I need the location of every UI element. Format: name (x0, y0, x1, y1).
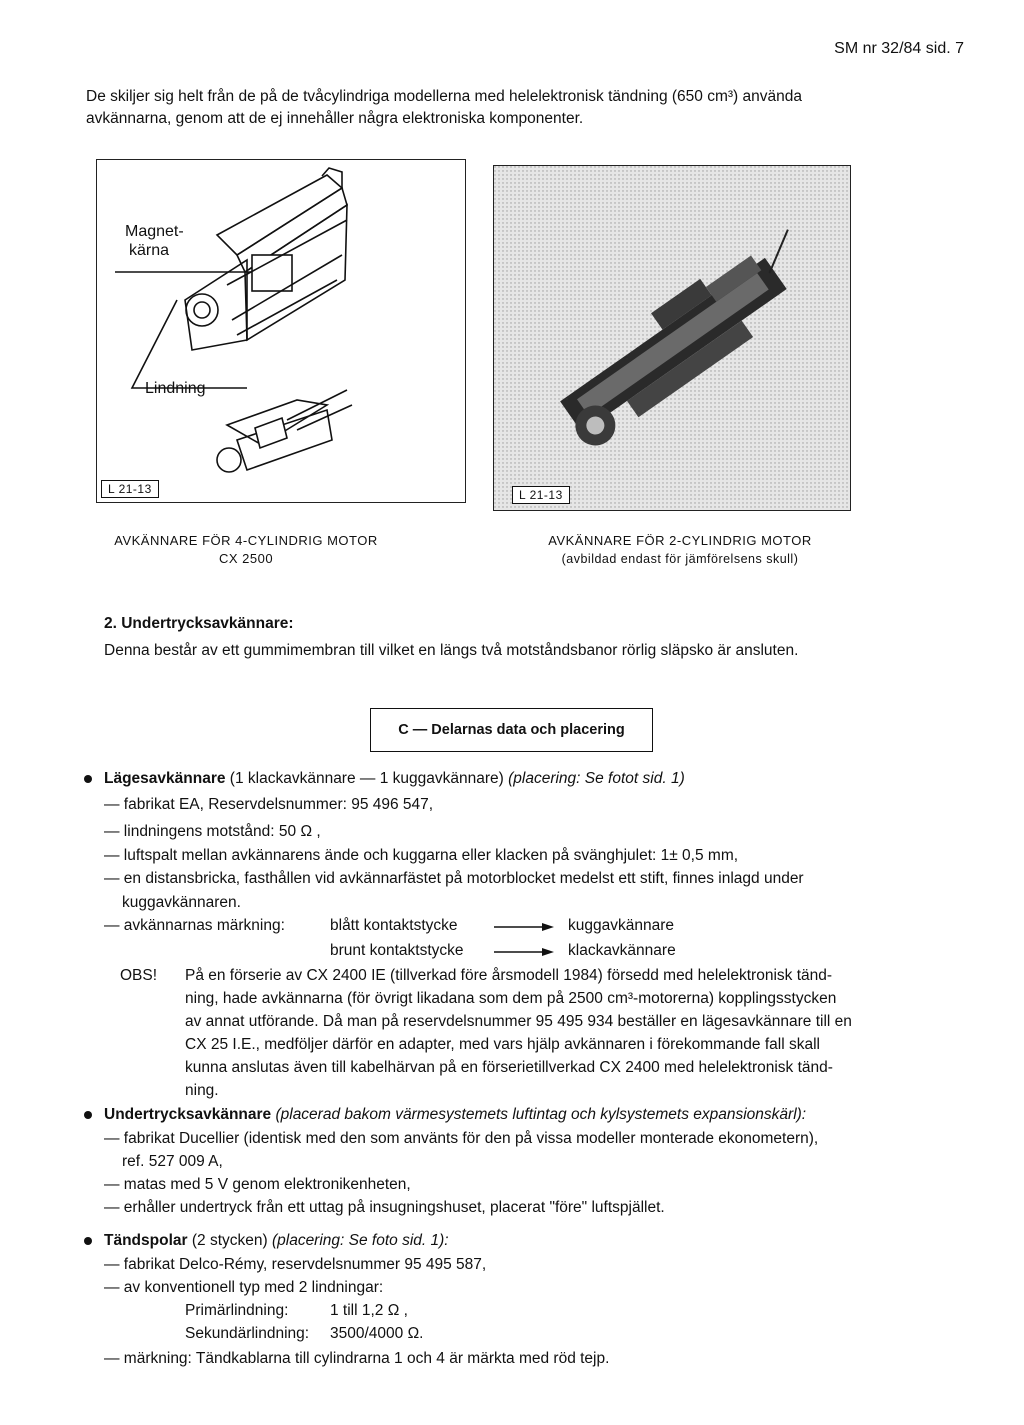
figure1-caption-line1: AVKÄNNARE FÖR 4-CYLINDRIG MOTOR (114, 533, 378, 548)
obs-line: ning. (185, 1082, 219, 1099)
obs-line: ning, hade avkännarna (för övrigt likadana som dem på 2500 cm³-motorerna) kopplingsstycken (185, 990, 837, 1007)
undertryck-item: — fabrikat Ducellier (identisk med den som använts för den på vissa modeller monterade ekonometern), (104, 1130, 819, 1147)
lages-item: — lindningens motstånd: 50 Ω , (104, 823, 321, 840)
lagesavkannare-title: Lägesavkännare (104, 770, 226, 787)
figure1-caption (96, 532, 396, 568)
secondary-winding-value: 3500/4000 Ω. (330, 1325, 424, 1342)
arrow-right-icon (494, 922, 556, 932)
primary-winding-label: Primärlindning: (185, 1302, 289, 1319)
obs-label: OBS! (120, 967, 158, 984)
page-reference: SM nr 32/84 sid. 7 (834, 40, 964, 57)
undertryck-title: Undertrycksavkännare (104, 1106, 272, 1123)
tandspolar-item: — av konventionell typ med 2 lindningar: (104, 1279, 384, 1296)
marking-label: — avkännarnas märkning: (104, 917, 285, 934)
label-lindning: Lindning (145, 380, 206, 397)
obs-line: kunna anslutas även till kabelhärvan på en förserietillverkad CX 2400 med helelektronisk tänd- (185, 1059, 833, 1076)
tandspolar-title: Tändspolar (104, 1232, 188, 1249)
sensor-photo-illustration (494, 166, 850, 510)
undertryck-placement: (placerad bakom värmesystemets luftintag och kylsystemets expansionskärl): (271, 1106, 807, 1123)
lages-item: — luftspalt mellan avkännarens ände och kuggarna eller klacken på svänghjulet: 1± 0,5 mm, (104, 847, 739, 864)
tandspolar-placement: (placering: Se foto sid. 1): (271, 1232, 449, 1249)
figure2-caption-line2: (avbildad endast för jämförelsens skull) (561, 552, 799, 566)
undertryck-item: — matas med 5 V genom elektronikenheten, (104, 1176, 411, 1193)
obs-line: På en förserie av CX 2400 IE (tillverkad före årsmodell 1984) försedd med helelektronisk tänd- (185, 967, 833, 984)
figure2-caption-line1: AVKÄNNARE FÖR 2-CYLINDRIG MOTOR (548, 533, 812, 548)
label-magnetkarna-line1: Magnet- (125, 223, 184, 240)
undertryck-item: — erhåller undertryck från ett uttag på insugningshuset, placerat "före" luftspjället. (104, 1199, 665, 1216)
undertryck-item: ref. 527 009 A, (122, 1153, 223, 1170)
primary-winding-value: 1 till 1,2 Ω , (330, 1302, 408, 1319)
tandspolar-item: — fabrikat Delco-Rémy, reservdelsnummer 95 495 587, (104, 1256, 487, 1273)
tandspolar-desc: (2 stycken) (187, 1232, 272, 1249)
intro-line-2: avkännarna, genom att de ej innehåller några elektroniska komponenter. (86, 110, 584, 127)
secondary-winding-label: Sekundärlindning: (185, 1325, 310, 1342)
lages-item: — fabrikat EA, Reservdelsnummer: 95 496 547, (104, 796, 434, 813)
figure1-caption-line2: CX 2500 (218, 551, 274, 566)
bullet-icon (84, 1237, 92, 1245)
tandspolar-marking: — märkning: Tändkablarna till cylindrarna 1 och 4 är märkta med röd tejp. (104, 1350, 610, 1367)
undertryck-heading (104, 1104, 806, 1126)
label-magnetkarna (125, 222, 184, 260)
arrow-right-icon (494, 947, 556, 957)
section2-text: Denna består av ett gummimembran till vilket en längs två motståndsbanor rörlig släpsko är ansluten. (104, 642, 799, 659)
figure2-ref: L 21-13 (512, 486, 570, 504)
figure-2-cylinder-sensor-photo (493, 165, 851, 511)
sensor-drawing-illustration (97, 160, 465, 502)
bullet-icon (84, 775, 92, 783)
bullet-icon (84, 1111, 92, 1119)
lagesavkannare-desc: (1 klackavkännare — 1 kuggavkännare) (225, 770, 509, 787)
tandspolar-heading (104, 1230, 449, 1252)
obs-line: av annat utförande. Då man på reservdelsnummer 95 495 934 beställer en lägesavkännare till en (185, 1013, 852, 1030)
intro-line-1: De skiljer sig helt från de på de tvåcylindriga modellerna med helelektronisk tändning (650 cm³) använda (86, 88, 802, 105)
marking-2-left: brunt kontaktstycke (330, 942, 464, 959)
marking-1-right: kuggavkännare (568, 917, 674, 934)
figure1-ref: L 21-13 (101, 480, 159, 498)
figure-4-cylinder-sensor (96, 159, 466, 503)
marking-1-left: blått kontaktstycke (330, 917, 458, 934)
marking-2-right: klackavkännare (568, 942, 676, 959)
section2-heading: 2. Undertrycksavkännare: (104, 615, 294, 632)
section-c-title: C — Delarnas data och placering (398, 722, 625, 738)
lages-item: kuggavkännaren. (122, 894, 241, 911)
lages-item: — en distansbricka, fasthållen vid avkännarfästet på motorblocket medelst ett stift, finnes inlagd under (104, 870, 804, 887)
label-magnetkarna-line2: kärna (129, 242, 170, 259)
obs-line: CX 25 I.E., medföljer därför en adapter, med vars hjälp avkännaren i förekommande fall skall (185, 1036, 820, 1053)
intro-paragraph (86, 86, 966, 130)
figure2-caption (520, 532, 840, 568)
section-c-title-box (370, 708, 653, 752)
lagesavkannare-placement: (placering: Se fotot sid. 1) (508, 770, 685, 787)
lagesavkannare-heading (104, 768, 685, 790)
